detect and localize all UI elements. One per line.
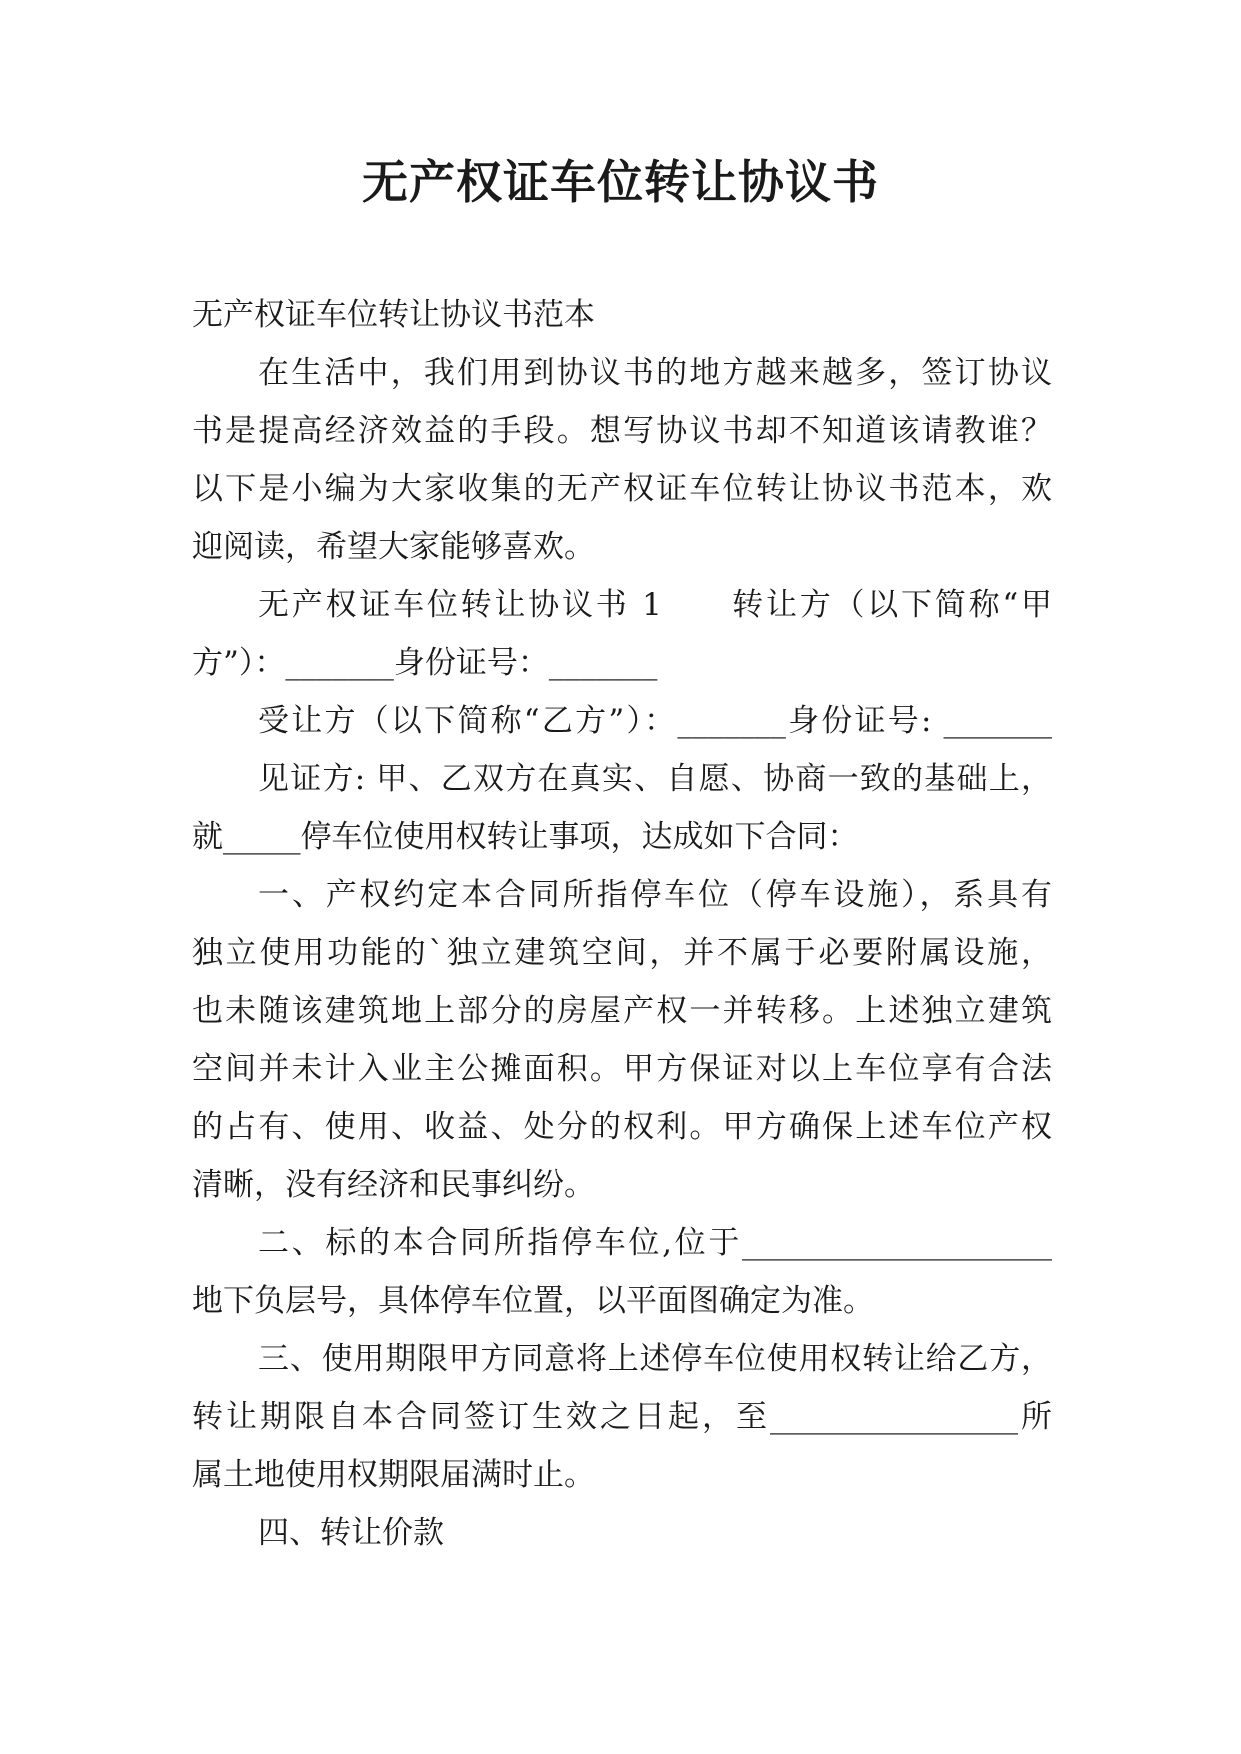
paragraph-line: 的占有、使用、收益、处分的权利。甲方确保上述车位产权 (192, 1109, 1052, 1145)
paragraph-line: 清晰，没有经济和民事纠纷。 (192, 1167, 595, 1203)
paragraph-line: 迎阅读，希望大家能够喜欢。 (192, 529, 595, 565)
paragraph-line: 也未随该建筑地上部分的房屋产权一并转移。上述独立建筑 (192, 993, 1052, 1029)
paragraph-line: 见证方: 甲、乙双方在真实、自愿、协商一致的基础上， (258, 761, 1052, 797)
document-subtitle: 无产权证车位转让协议书范本 (192, 297, 595, 333)
paragraph-line: 独立使用功能的`独立建筑空间，并不属于必要附属设施， (192, 935, 1052, 971)
paragraph-line: 书是提高经济效益的手段。想写协议书却不知道该请教谁？ (192, 413, 1052, 449)
paragraph-line: 受让方（以下简称“乙方”）：_______身份证号: _______ (258, 703, 1052, 739)
paragraph-line: 属土地使用权期限届满时止。 (192, 1457, 595, 1493)
paragraph-line: 二、标的本合同所指停车位,位于____________________ (258, 1225, 1052, 1261)
paragraph-line: 无产权证车位转让协议书 1 转让方（以下简称“甲 (258, 587, 1052, 623)
paragraph-line: 就_____停车位使用权转让事项，达成如下合同： (192, 819, 859, 855)
paragraph-line: 转让期限自本合同签订生效之日起，至________________所 (192, 1399, 1052, 1435)
paragraph-line: 一、产权约定本合同所指停车位（停车设施），系具有 (258, 877, 1052, 913)
document-title: 无产权证车位转让协议书 (362, 155, 879, 209)
section-heading: 四、转让价款 (258, 1515, 444, 1551)
paragraph-line: 在生活中，我们用到协议书的地方越来越多，签订协议 (258, 355, 1052, 391)
paragraph-line: 地下负层号，具体停车位置，以平面图确定为准。 (192, 1283, 874, 1319)
paragraph-line: 三、使用期限甲方同意将上述停车位使用权转让给乙方， (258, 1341, 1052, 1377)
paragraph-line: 方”）：_______身份证号：_______ (192, 645, 658, 681)
paragraph-line: 空间并未计入业主公摊面积。甲方保证对以上车位享有合法 (192, 1051, 1052, 1087)
paragraph-line: 以下是小编为大家收集的无产权证车位转让协议书范本，欢 (192, 471, 1052, 507)
